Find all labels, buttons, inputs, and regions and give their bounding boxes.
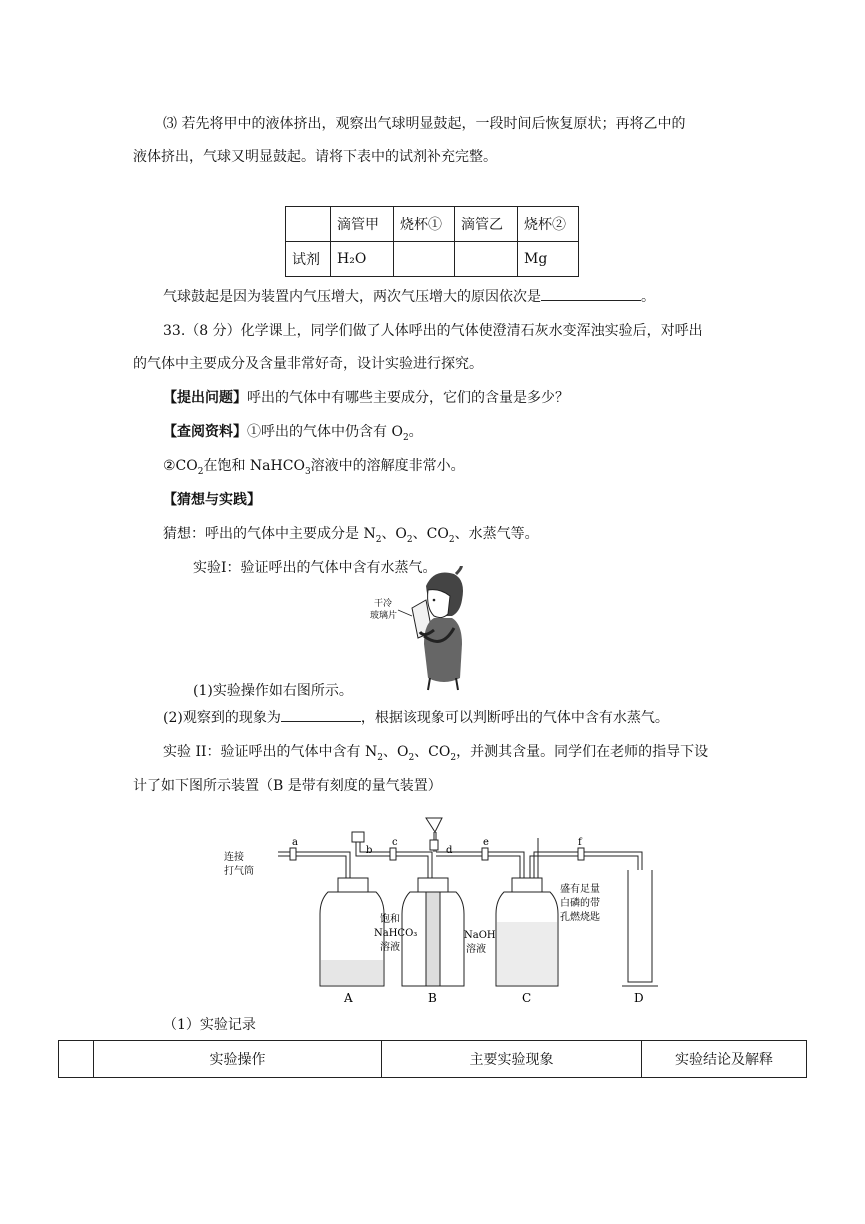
table-cell: Mg xyxy=(518,242,579,277)
guess-heading xyxy=(163,489,261,509)
valve-c xyxy=(390,848,396,860)
table-cell xyxy=(394,242,455,277)
balloon-question-text: 气球鼓起是因为装置内气压增大，两次气压增大的原因依次是 xyxy=(163,289,541,305)
guess-text: 、水蒸气等。 xyxy=(454,526,539,542)
exp1-step2-text: ，根据该现象可以判断呼出的气体中含有水蒸气。 xyxy=(360,710,669,726)
diagram-label: 连接 xyxy=(224,852,244,863)
guess-text: 猜想：呼出的气体中主要成分是 N xyxy=(163,526,376,542)
valve-e xyxy=(482,848,488,860)
q32-p3-line1: ⑶ 若先将甲中的液体挤出，观察出气球明显鼓起，一段时间后恢复原状；再将乙中的 xyxy=(163,116,686,132)
q33-intro-line2: 的气体中主要成分及含量非常好奇，设计实验进行探究。 xyxy=(133,356,483,372)
diagram-label: 白磷的带 xyxy=(560,898,600,909)
valve-label: f xyxy=(578,837,582,848)
exp1-step2 xyxy=(163,707,669,727)
record-title: （1）实验记录 xyxy=(163,1017,256,1033)
info-paragraph-1 xyxy=(163,421,423,443)
question-text: 呼出的气体中有哪些主要成分，它们的含量是多少？ xyxy=(247,390,569,406)
subscript: 2 xyxy=(375,534,382,545)
table-cell: 主要实验现象 xyxy=(382,1041,642,1078)
valve-label: c xyxy=(392,837,398,848)
table-row xyxy=(286,207,579,242)
question-paragraph xyxy=(163,387,569,407)
table-cell: 滴管乙 xyxy=(455,207,518,242)
exp2-text: ，并测其含量。同学们在老师的指导下设 xyxy=(456,744,709,760)
answer-blank[interactable] xyxy=(281,721,361,722)
q32-p3-line2: 液体挤出，气球又明显鼓起。请将下表中的试剂补充完整。 xyxy=(133,149,497,165)
bottle-label: A xyxy=(344,991,353,1005)
figure-label: 玻璃片 xyxy=(370,611,398,621)
table-cell: 实验结论及解释 xyxy=(642,1041,807,1078)
info-paragraph-2 xyxy=(163,455,465,477)
table-cell: 烧杯① xyxy=(394,207,455,242)
subscript: 2 xyxy=(377,752,383,763)
info-tag: 【查阅资料】 xyxy=(163,424,247,440)
subscript: 2 xyxy=(448,534,455,545)
answer-blank[interactable] xyxy=(541,300,641,301)
diagram-label: 打气筒 xyxy=(224,866,254,877)
info-text: 在饱和 NaHCO xyxy=(203,458,305,474)
subscript: 2 xyxy=(408,752,415,763)
exp1-step2-text: (2)观察到的现象为 xyxy=(163,710,281,726)
figure-label: 干冷 xyxy=(374,599,393,609)
guess-text: 、O xyxy=(381,526,407,542)
valve-b xyxy=(352,832,364,842)
valve-label: b xyxy=(366,845,373,856)
exp2-line2: 计了如下图所示装置（B 是带有刻度的量气装置） xyxy=(133,778,442,794)
table-cell xyxy=(286,207,331,242)
table-cell: 实验操作 xyxy=(94,1041,382,1078)
diagram-label: 盛有足量 xyxy=(560,884,600,895)
subscript: 2 xyxy=(197,466,204,477)
balloon-question xyxy=(163,286,655,306)
table-row xyxy=(286,242,579,277)
bottle-label: B xyxy=(428,991,437,1005)
guess-text: 、CO xyxy=(412,526,449,542)
guess-tag: 【猜想与实践】 xyxy=(163,492,261,508)
info-text: ①呼出的气体中仍含有 O xyxy=(247,424,403,440)
valve-f xyxy=(578,848,584,860)
exp1-title: 实验Ⅰ：验证呼出的气体中含有水蒸气。 xyxy=(193,560,437,576)
guess-paragraph xyxy=(163,523,539,545)
exp1-step1: (1)实验操作如右图所示。 xyxy=(193,683,353,699)
exp2-line1 xyxy=(163,741,708,763)
cylinder-D xyxy=(622,870,658,986)
info-text: ②CO xyxy=(163,458,198,474)
breathing-girl-figure xyxy=(368,566,468,692)
exp2-text: 、O xyxy=(382,744,409,760)
q33-intro-line1: 33.（8 分）化学课上，同学们做了人体呼出的气体使澄清石灰水变浑浊实验后，对呼出 xyxy=(163,323,703,339)
table-cell: 烧杯② xyxy=(518,207,579,242)
record-table xyxy=(58,1040,807,1078)
diagram-label: 孔燃烧匙 xyxy=(560,912,600,923)
reagent-table xyxy=(285,206,579,277)
subscript: 2 xyxy=(402,432,409,443)
exp2-text: 实验 II：验证呼出的气体中含有 N xyxy=(163,744,378,760)
table-cell: 试剂 xyxy=(286,242,331,277)
question-tag: 【提出问题】 xyxy=(163,390,247,406)
table-cell xyxy=(455,242,518,277)
valve-label: e xyxy=(483,837,489,848)
valve-a xyxy=(290,848,296,860)
table-cell: 滴管甲 xyxy=(331,207,394,242)
diagram-label: NaHCO₃ xyxy=(374,928,418,939)
table-row xyxy=(59,1041,807,1078)
subscript: 2 xyxy=(450,752,457,763)
exp2-text: 、CO xyxy=(414,744,451,760)
bottle-label: C xyxy=(522,991,532,1005)
diagram-label: 溶液 xyxy=(466,944,486,955)
diagram-label: 饱和 xyxy=(380,914,400,925)
info-text: 溶液中的溶解度非常小。 xyxy=(310,458,465,474)
subscript: 2 xyxy=(406,534,413,545)
valve-d xyxy=(430,840,438,850)
apparatus-diagram xyxy=(220,810,660,1006)
valve-label: a xyxy=(292,837,298,848)
valve-label: d xyxy=(446,845,453,856)
subscript: 3 xyxy=(304,466,311,477)
diagram-label: 溶液 xyxy=(380,942,400,953)
bottle-label: D xyxy=(634,991,644,1005)
body-shape xyxy=(424,618,462,682)
bottle-C xyxy=(496,878,558,986)
balloon-question-end: 。 xyxy=(641,289,655,305)
info-text: 。 xyxy=(408,424,423,440)
diagram-label: NaOH xyxy=(464,930,496,941)
table-cell xyxy=(59,1041,94,1078)
table-cell: H₂O xyxy=(331,242,394,277)
